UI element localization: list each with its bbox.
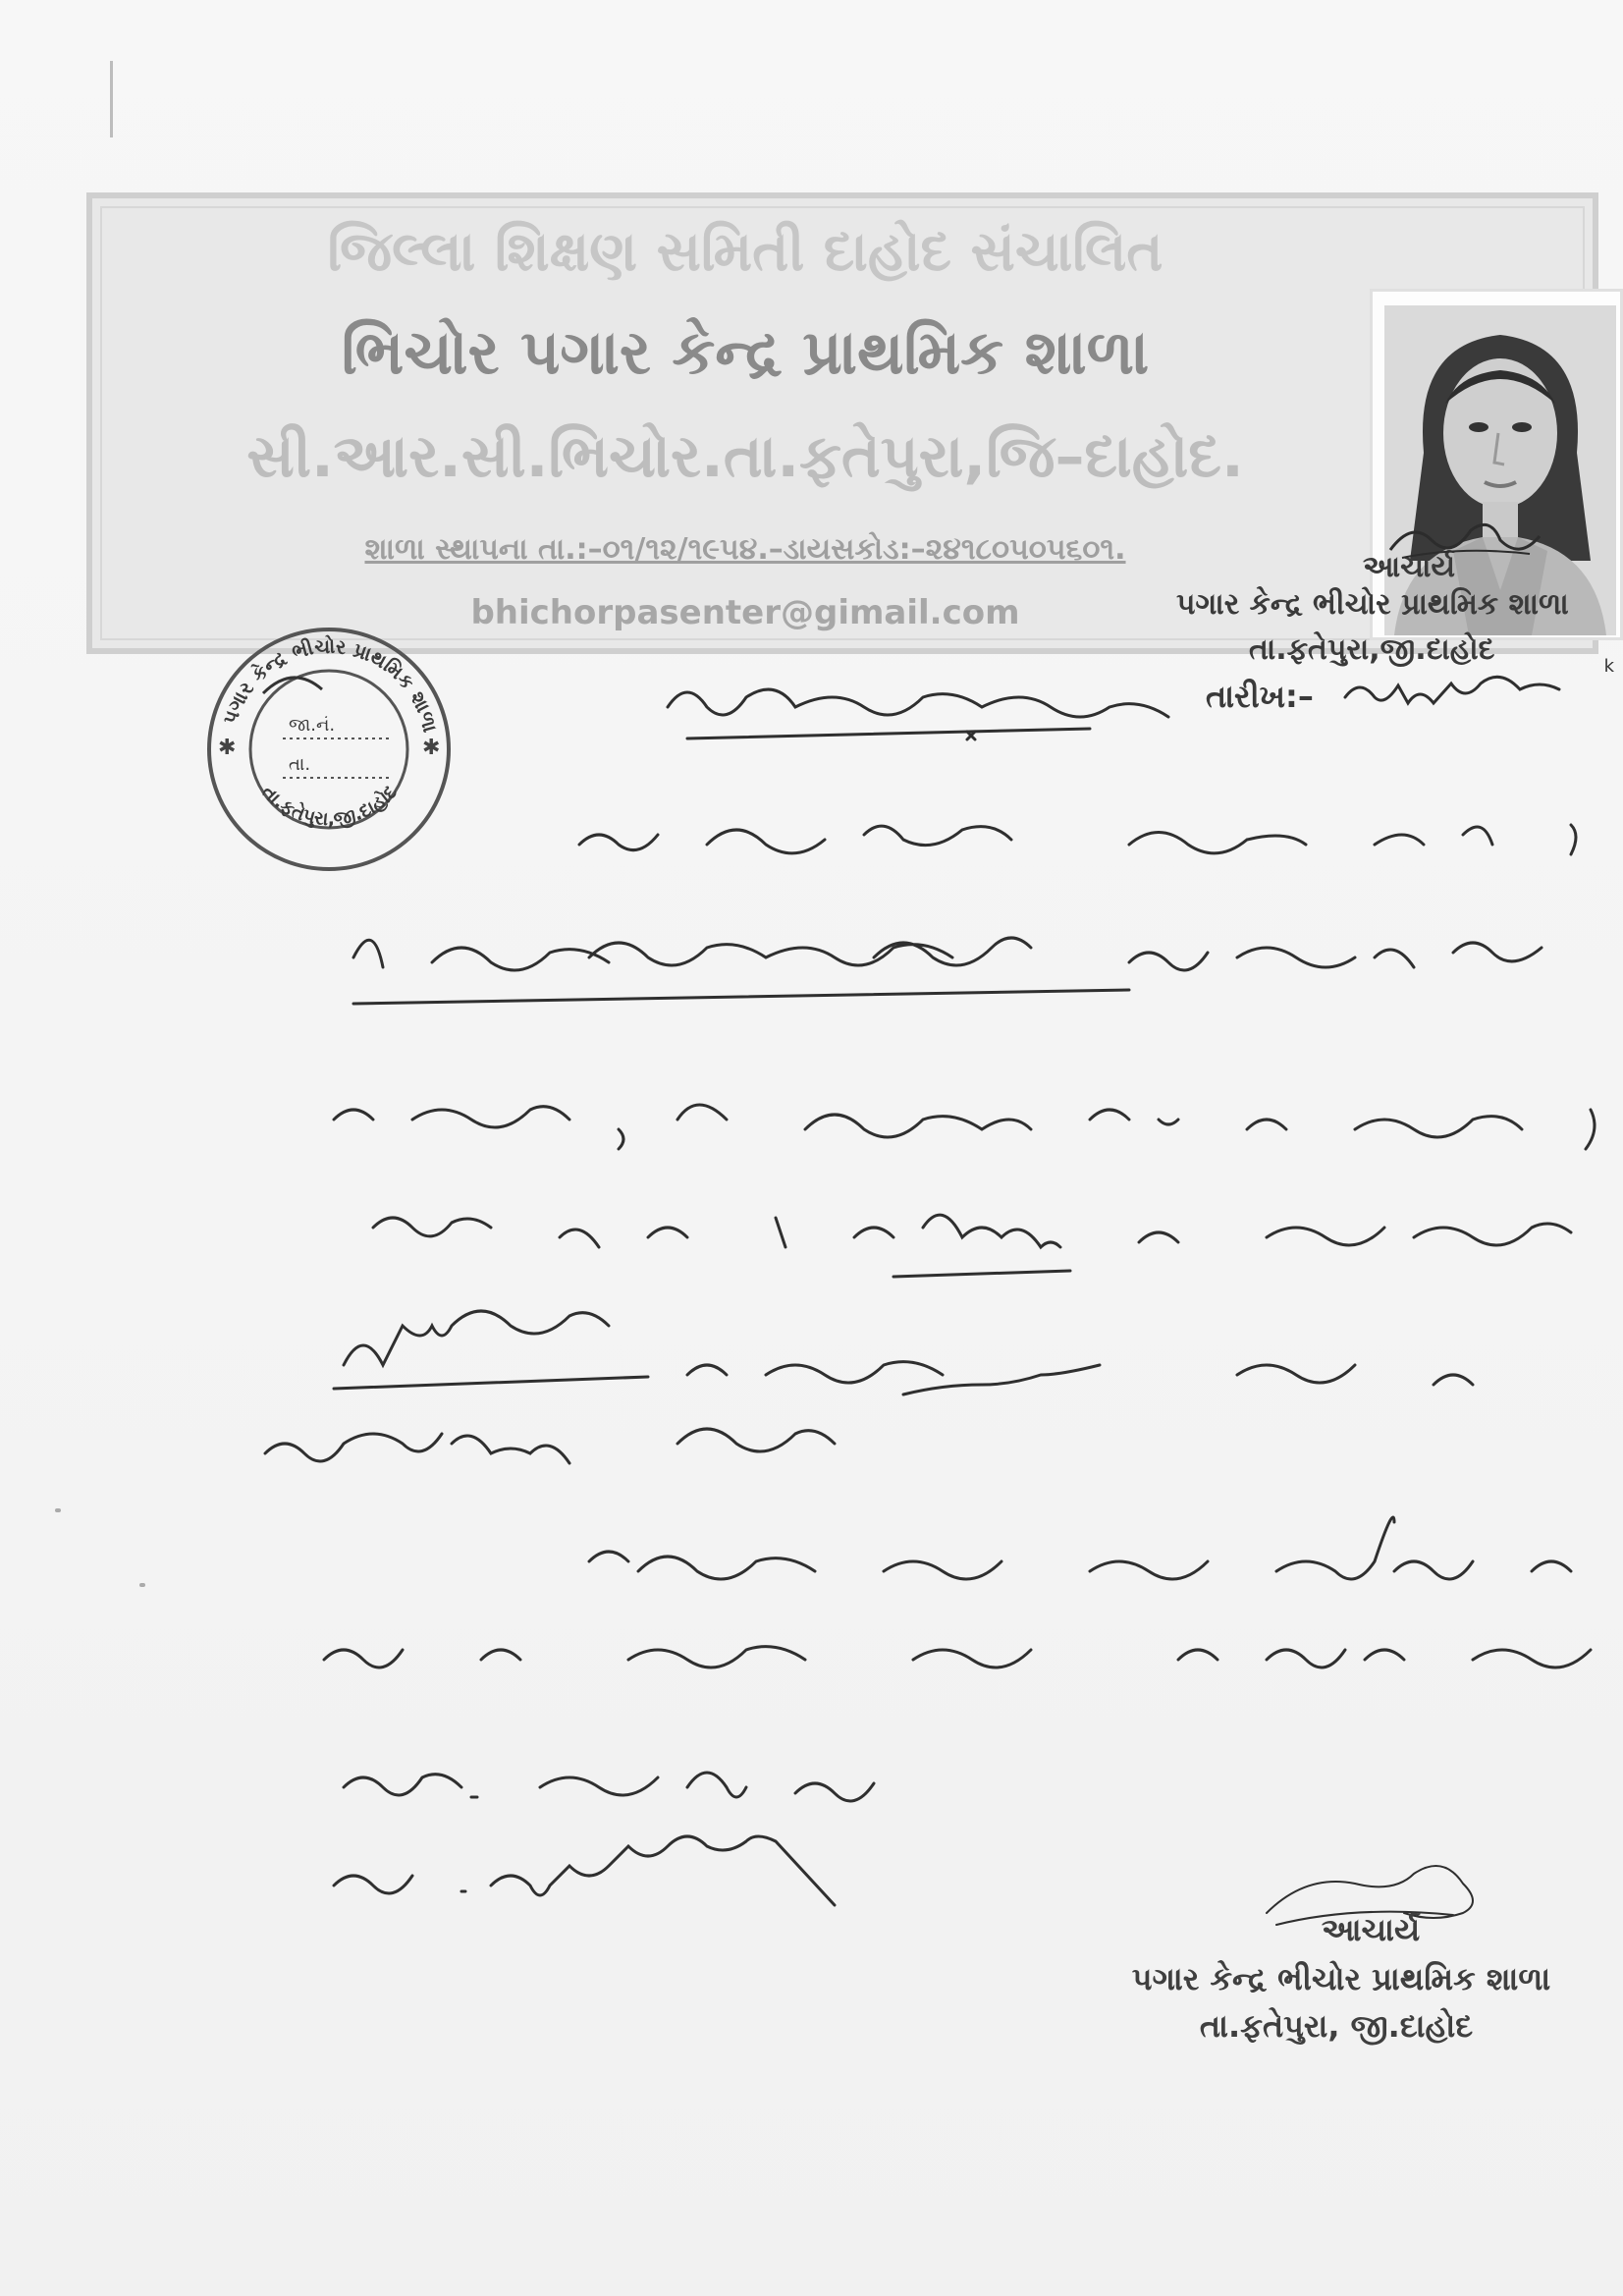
stamp-field-number: જા.નં. <box>289 715 336 736</box>
photo-caption-title: આચાર્ય <box>1363 550 1456 584</box>
letterhead-establishment: શાળા સ્થાપના તા.:–૦૧/૧૨/૧૯૫૪.–ડાયસકોડ:–૨૪૧૮૦૫૦૫૬૦૧. <box>364 532 1126 567</box>
photo-caption-school: પગાર કેન્દ્ર ભીચોર પ્રાથમિક શાળા <box>1176 587 1569 622</box>
date-label: તારીખ:– <box>1206 678 1314 715</box>
handwritten-closing-date <box>334 1836 835 1905</box>
footer-school: પગાર કેન્દ્ર ભીચોર પ્રાથમિક શાળા <box>1131 1960 1551 1997</box>
stamp-field-date: તા. <box>289 754 311 775</box>
svg-text:✱: ✱ <box>218 736 237 760</box>
photo-caption-address: તા.ફતેપુરા,જી.દાહોદ <box>1249 632 1495 667</box>
footer-address: તા.ફતેપુરા, જી.દાહોદ <box>1199 2007 1474 2045</box>
stamp-ring-text: પગાર કેન્દ્ર ભીચોર પ્રાથમિક શાળા <box>217 633 443 736</box>
svg-text:✱: ✱ <box>422 736 441 760</box>
letterhead-committee: જિલ્લા શિક્ષણ સમિતી દાહોદ સંચાલિત <box>327 220 1163 284</box>
photo-corner-mark: k <box>1603 656 1614 677</box>
handwritten-date <box>1345 677 1559 703</box>
letterhead-address: સી.આર.સી.ભિચોર.તા.ફતેપુરા,જિ–દાહોદ. <box>246 422 1244 491</box>
letterhead-email: bhichorpasenter@gimail.com <box>470 593 1020 632</box>
letterhead-school-name: ભિચોર પગાર કેન્દ્ર પ્રાથમિક શાળા <box>341 316 1150 388</box>
handwritten-heading <box>668 689 1168 717</box>
footer-title: આચાર્ય <box>1321 1911 1421 1948</box>
stamp-bottom-text: તા.ફતેપુરા,જી.દાહોદ <box>257 781 402 831</box>
